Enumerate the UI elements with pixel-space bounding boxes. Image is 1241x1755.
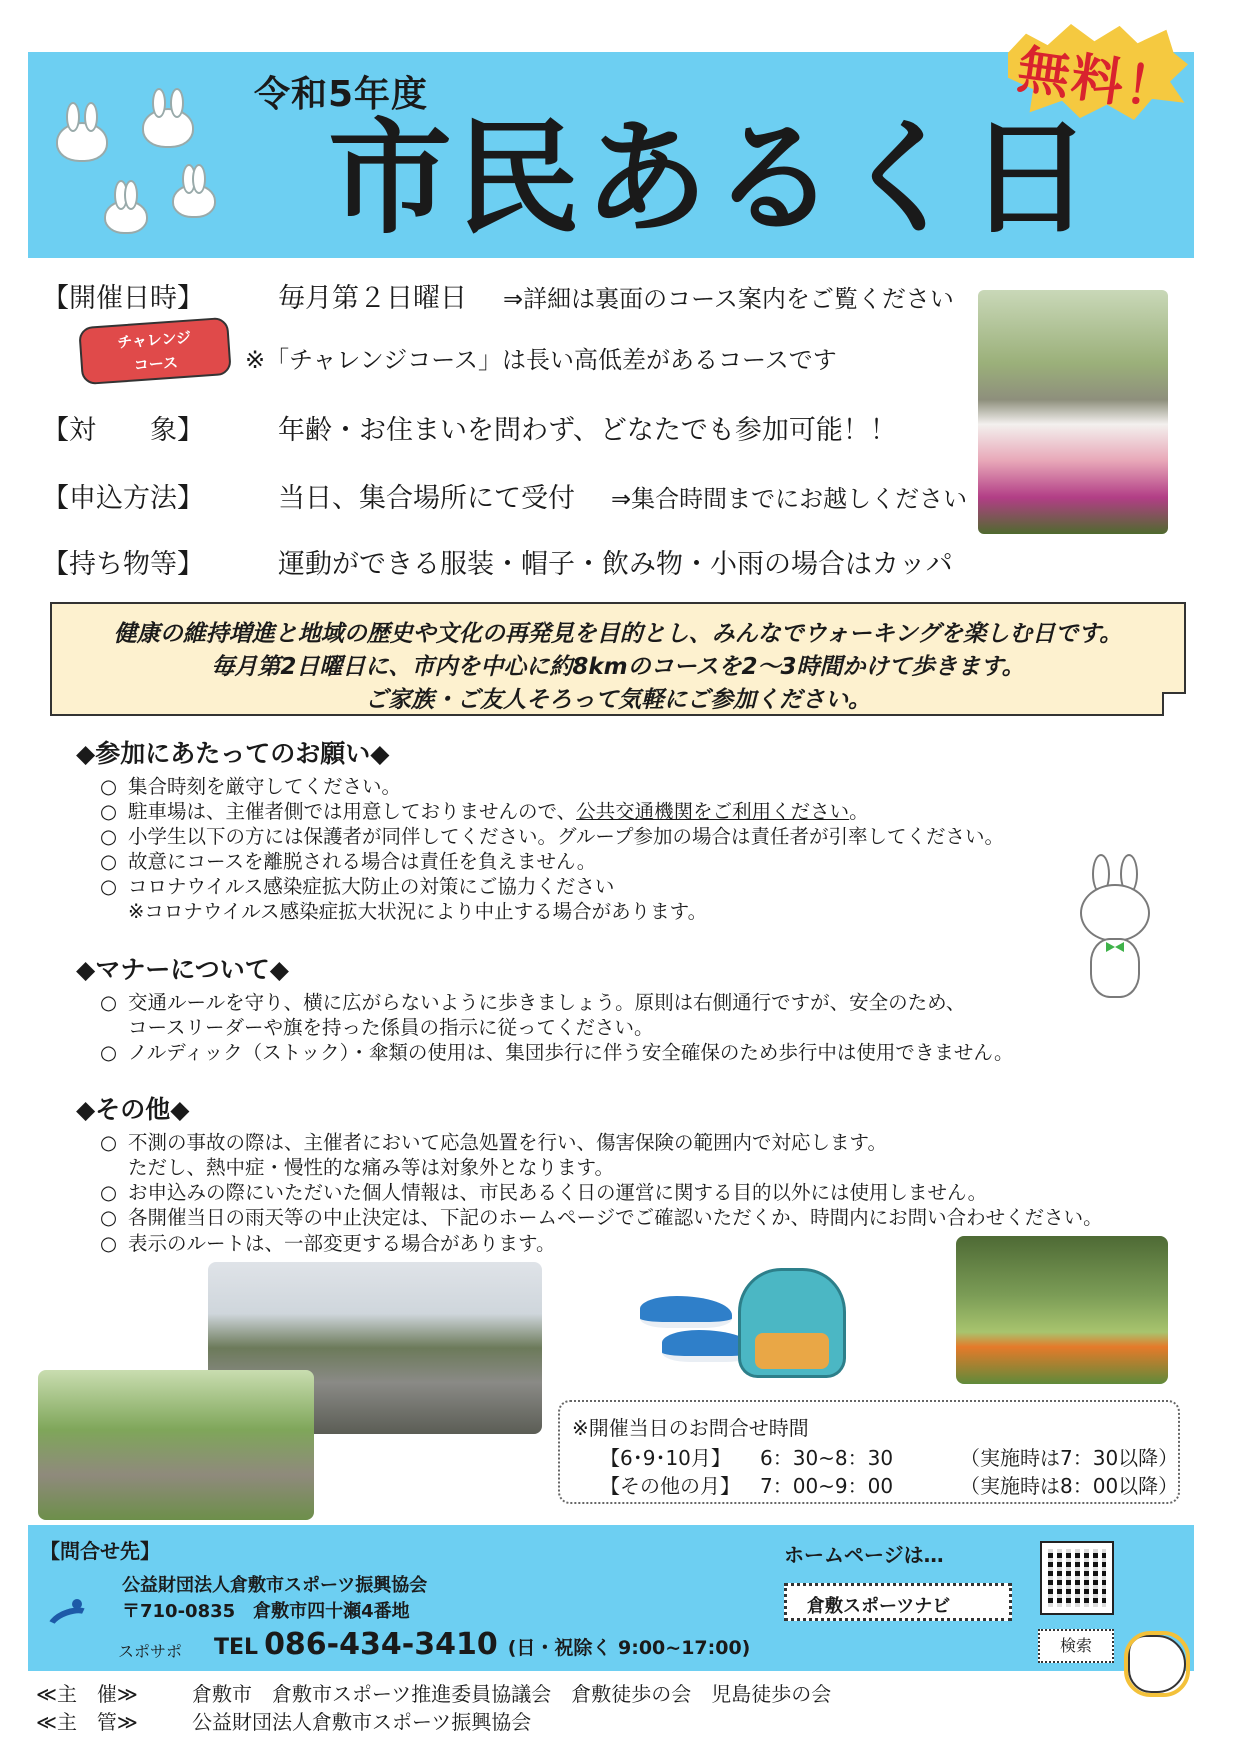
pointing-hand-icon	[1128, 1635, 1186, 1693]
info-label: 【申込方法】	[42, 483, 204, 514]
bunny-icon	[104, 200, 148, 234]
organizer-line	[36, 1678, 831, 1707]
contact-phone	[214, 1627, 750, 1662]
circle-marker-icon: ○	[100, 1131, 118, 1154]
list-item-continuation	[100, 899, 707, 924]
info-label: 【持ち物等】	[42, 549, 204, 580]
list-item-text: 表示のルートは、一部変更する場合があります。	[128, 1232, 556, 1255]
manager-names: 公益財団法人倉敷市スポーツ振興協会	[192, 1710, 532, 1734]
tel-prefix: TEL	[214, 1635, 259, 1660]
free-badge	[1008, 24, 1188, 120]
search-button: 検索	[1038, 1629, 1114, 1663]
banner-line: ご家族・ご友人そろって気軽にご参加ください。	[365, 687, 871, 713]
bunny-icon	[172, 184, 216, 218]
search-term-box: 倉敷スポーツナビ	[784, 1583, 1012, 1621]
hours-row	[600, 1470, 1178, 1499]
sneakers-icon	[640, 1292, 736, 1366]
list-item-text: 故意にコースを離脱される場合は責任を負えません。	[128, 850, 597, 873]
contact-address: 〒710-0835 倉敷市四十瀬4番地	[122, 1601, 410, 1622]
covid-note: ※コロナウイルス感染症拡大状況により中止する場合があります。	[128, 900, 708, 923]
challenge-note: ※「チャレンジコース」は長い高低差があるコースです	[245, 346, 837, 374]
hours-time: 6：30~8：30	[760, 1446, 894, 1470]
hours-note: （実施時は7：30以降）	[960, 1446, 1179, 1470]
list-item-continuation	[100, 1155, 614, 1180]
list-item-text: 各開催当日の雨天等の中止決定は、下記のホームページでご確認いただくか、時間内にお問い合わせください。	[128, 1206, 1103, 1229]
public-transport-emphasis: 公共交通機関をご利用ください	[576, 800, 850, 823]
list-item-text: コロナウイルス感染症拡大防止の対策にご協力ください	[128, 875, 615, 898]
qr-code-icon[interactable]	[1042, 1543, 1112, 1613]
list-item	[100, 849, 596, 874]
hours-row	[600, 1442, 1178, 1471]
list-item-text: ノルディック（ストック）・傘類の使用は、集団歩行に伴う安全確保のため歩行中は使用できません。	[128, 1041, 1014, 1064]
circle-marker-icon: ○	[100, 991, 118, 1014]
circle-marker-icon: ○	[100, 1181, 118, 1204]
list-item	[100, 990, 965, 1015]
list-item-text: 小学生以下の方には保護者が同伴してください。グループ参加の場合は責任者が引率してください。	[128, 825, 1004, 848]
hours-note: （実施時は8：00以降）	[960, 1474, 1179, 1498]
banner-line: 健康の維持増進と地域の歴史や文化の再発見を目的とし、みんなでウォーキングを楽しむ日です。	[113, 621, 1123, 647]
homepage-label: ホームページは…	[784, 1543, 944, 1567]
bunny-icon	[142, 108, 194, 148]
manager-line	[36, 1706, 531, 1735]
organizer-names: 倉敷市 倉敷市スポーツ推進委員協議会 倉敷徒歩の会 児島徒歩の会	[192, 1682, 832, 1706]
circle-marker-icon: ○	[100, 850, 118, 873]
bunny-mascot-icon	[1052, 854, 1172, 1002]
tel-number[interactable]: 086-434-3410	[264, 1627, 498, 1662]
organizer-role: ≪主 催≫	[36, 1682, 138, 1706]
list-item-text: ただし、熱中症・慢性的な痛み等は対象外となります。	[128, 1156, 614, 1179]
fiscal-year: 令和5年度	[254, 74, 429, 115]
intro-banner	[50, 602, 1186, 716]
tulip-walk-photo	[978, 290, 1168, 534]
brand-name: スポサポ	[118, 1642, 183, 1661]
challenge-badge-line: コース	[133, 353, 179, 375]
contact-label: 【問合せ先】	[40, 1539, 160, 1563]
manager-role: ≪主 管≫	[36, 1710, 138, 1734]
list-item	[100, 1205, 1103, 1230]
list-item-text: 。	[849, 800, 869, 823]
shoe-icon	[640, 1296, 732, 1328]
list-item-text: 交通ルールを守り、横に広がらないように歩きましょう。原則は右側通行ですが、安全のため、	[128, 991, 966, 1014]
list-item-continuation	[100, 1015, 654, 1040]
page-fold-icon	[1162, 692, 1186, 716]
header-banner	[28, 39, 1194, 258]
sposapo-logo-icon	[42, 1599, 98, 1645]
list-item-text: お申込みの際にいただいた個人情報は、市民あるく日の運営に関する目的以外には使用しません。	[128, 1181, 988, 1204]
info-target	[42, 408, 897, 447]
manners-heading: ◆マナーについて◆	[76, 955, 289, 984]
contact-org: 公益財団法人倉敷市スポーツ振興協会	[122, 1575, 428, 1596]
list-item	[100, 1180, 987, 1205]
bunny-icon	[56, 122, 108, 162]
circle-marker-icon: ○	[100, 775, 118, 798]
list-item-text: 集合時刻を厳守してください。	[128, 775, 402, 798]
info-value: 毎月第２日曜日	[278, 283, 467, 314]
info-value: 当日、集合場所にて受付	[278, 483, 575, 514]
circle-marker-icon: ○	[100, 1041, 118, 1064]
list-item	[100, 799, 869, 824]
banner-line: 毎月第2日曜日に、市内を中心に約8kmのコースを2～3時間かけて歩きます。	[211, 654, 1025, 680]
circle-marker-icon: ○	[100, 800, 118, 823]
list-item	[100, 1231, 555, 1256]
info-note: ⇒詳細は裏面のコース案内をご覧ください	[503, 285, 954, 313]
challenge-course-badge	[78, 317, 232, 385]
logo-swoosh	[43, 1602, 98, 1645]
list-item	[100, 1040, 1014, 1065]
inquiry-hours-box	[558, 1400, 1180, 1504]
hours-title: ※開催当日のお問合せ時間	[572, 1416, 809, 1440]
info-value: 運動ができる服装・帽子・飲み物・小雨の場合はカッパ	[278, 549, 953, 580]
info-date	[42, 276, 954, 315]
info-value: 年齢・お住まいを問わず、どなたでも参加可能！！	[278, 415, 897, 446]
circle-marker-icon: ○	[100, 825, 118, 848]
park-exercise-photo	[38, 1370, 314, 1520]
circle-marker-icon: ○	[100, 1232, 118, 1255]
page-title: 市民あるく日	[328, 107, 1097, 251]
list-item	[100, 824, 1004, 849]
bunny-head	[1080, 884, 1150, 942]
free-badge-text: 無料！	[1013, 39, 1183, 122]
backpack-icon	[738, 1268, 846, 1378]
circle-marker-icon: ○	[100, 1206, 118, 1229]
list-item-text: コースリーダーや旗を持った係員の指示に従ってください。	[128, 1016, 654, 1039]
info-apply	[42, 476, 967, 515]
list-item-text: 駐車場は、主催者側では用意しておりませんので、	[128, 800, 577, 823]
circle-marker-icon: ○	[100, 875, 118, 898]
other-heading: ◆その他◆	[76, 1095, 190, 1124]
hours-months: 【その他の月】	[600, 1474, 740, 1498]
list-item	[100, 774, 401, 799]
list-item-text: 不測の事故の際は、主催者において応急処置を行い、傷害保険の範囲内で対応します。	[128, 1131, 887, 1154]
list-item	[100, 1130, 887, 1155]
lily-field-photo	[956, 1236, 1168, 1384]
requests-heading: ◆参加にあたってのお願い◆	[76, 739, 390, 768]
hours-months: 【6･9･10月】	[600, 1446, 731, 1470]
info-bring	[42, 542, 953, 581]
challenge-badge-line: チャレンジ	[116, 328, 192, 352]
info-label: 【対 象】	[42, 415, 204, 446]
hours-time: 7：00~9：00	[760, 1474, 894, 1498]
list-item	[100, 874, 614, 899]
bunnies-illustration	[46, 82, 236, 242]
info-note: ⇒集合時間までにお越しください	[611, 485, 968, 513]
tel-hours: (日・祝除く 9:00~17:00)	[507, 1637, 751, 1659]
logo-dot	[72, 1599, 82, 1609]
info-label: 【開催日時】	[42, 283, 204, 314]
contact-footer	[28, 1525, 1194, 1671]
